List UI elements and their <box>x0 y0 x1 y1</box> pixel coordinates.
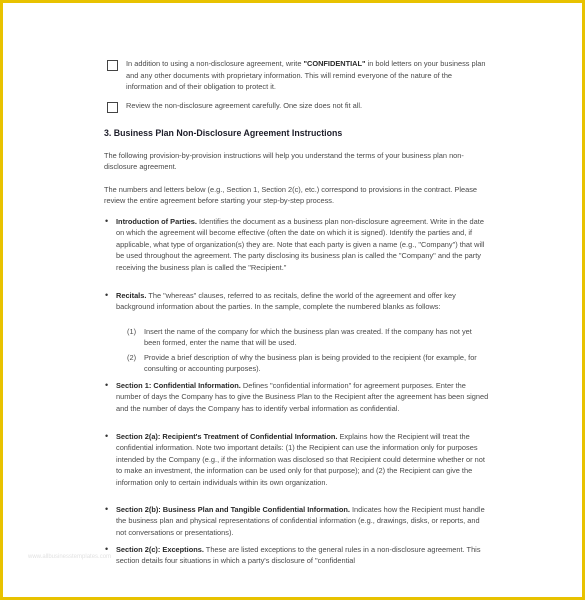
bullet-item <box>104 431 489 488</box>
checklist-text-strong: "CONFIDENTIAL" <box>303 59 366 68</box>
checkbox[interactable] <box>107 102 118 113</box>
bullet-lead: Introduction of Parties. <box>116 217 197 226</box>
recital-number: (2) <box>127 353 137 362</box>
bullet-item <box>104 504 489 538</box>
bullet-item <box>104 544 489 567</box>
checklist-text <box>126 58 487 93</box>
checklist-text-pre: Review the non-disclosure agreement carefully. One size does not fit all. <box>126 101 363 110</box>
bullet-icon: • <box>105 504 109 514</box>
watermark: www.allbusinesstemplates.com <box>28 554 112 560</box>
recital-number: (1) <box>127 327 137 336</box>
checklist-text-post: in bold letters on your business plan and any other documents with proprietary information. This will remind everyone of the nature of the information and of their obligation to protect it. <box>126 59 486 92</box>
section-heading: 3. Business Plan Non-Disclosure Agreement Instructions <box>104 128 343 138</box>
intro-paragraph: The following provision-by-provision instructions will help you understand the terms of your business plan non-disclosure agreement. <box>104 151 464 172</box>
bullet-item <box>104 216 489 273</box>
bullet-icon: • <box>105 290 109 300</box>
bullet-item <box>104 290 489 313</box>
bullet-item <box>104 380 489 414</box>
checkbox[interactable] <box>107 60 118 71</box>
bullet-icon: • <box>105 380 109 390</box>
bullet-text: The "whereas" clauses, referred to as recitals, define the world of the agreement and offer key background information about the parties. In the sample, complete the numbered blanks as follows: <box>116 291 456 312</box>
bullet-text: Defines "confidential information" for agreement purposes. Enter the number of days the Company has to give the Business Plan to the Recipient after the agreement has been signed and the number of days the Company has to identify verbal information as confidential. <box>116 381 489 413</box>
intro-paragraph: The numbers and letters below (e.g., Section 1, Section 2(c), etc.) correspond to provisions in the contract. Please review the entire agreement before starting your step-by-step process. <box>104 185 478 206</box>
recital-item <box>127 352 487 375</box>
recital-text: Provide a brief description of why the business plan is being provided to the recipient (for example, for consulting or accounting purposes). <box>144 353 477 374</box>
bullet-lead: Section 2(b): Business Plan and Tangible Confidential Information. <box>116 505 350 514</box>
checklist-item <box>107 100 487 112</box>
bullet-text: Identifies the document as a business plan non-disclosure agreement. Write in the date on which the agreement will become effective (often the date on which it is signed). Identify the parties and, if applicable, what type of organization(s) they are. Note that each party is given a name (e.g., "Company") that will be used throughout the agreement. The party disclosing its business plan is called the "Company" and the party receiving the business plan is called the "Recipient." <box>116 217 485 272</box>
bullet-text: These are listed exceptions to the general rules in a non-disclosure agreement. This section details four situations in which a party's disclosure of "confidential <box>116 545 481 566</box>
bullet-icon: • <box>105 544 109 554</box>
bullet-text: Explains how the Recipient will treat the confidential information. Note two important details: (1) the Recipient can use the information only for purposes intended by the Company (e.g., if the information was disclosed so that Recipient could determine whether or not to make an investment, the information can be used only for that purpose); and (2) the Recipient can give the information only to certain individuals within its own organization. <box>116 432 485 487</box>
bullet-lead: Section 2(c): Exceptions. <box>116 545 204 554</box>
bullet-lead: Section 2(a): Recipient's Treatment of Confidential Information. <box>116 432 338 441</box>
bullet-icon: • <box>105 431 109 441</box>
document-page <box>3 3 582 597</box>
checklist-item <box>107 58 487 93</box>
recital-text: Insert the name of the company for which the business plan was created. If the company has not yet been formed, enter the name that will be used. <box>144 327 472 348</box>
recital-item <box>127 326 487 349</box>
bullet-icon: • <box>105 216 109 226</box>
bullet-lead: Recitals. <box>116 291 147 300</box>
checklist-text-pre: In addition to using a non-disclosure agreement, write <box>126 59 304 68</box>
bullet-text: Indicates how the Recipient must handle the business plan and physical representations of confidential information (e.g., drawings, disks, or reports, and not conversations or presentations). <box>116 505 485 537</box>
checklist-text <box>126 100 487 112</box>
bullet-lead: Section 1: Confidential Information. <box>116 381 241 390</box>
